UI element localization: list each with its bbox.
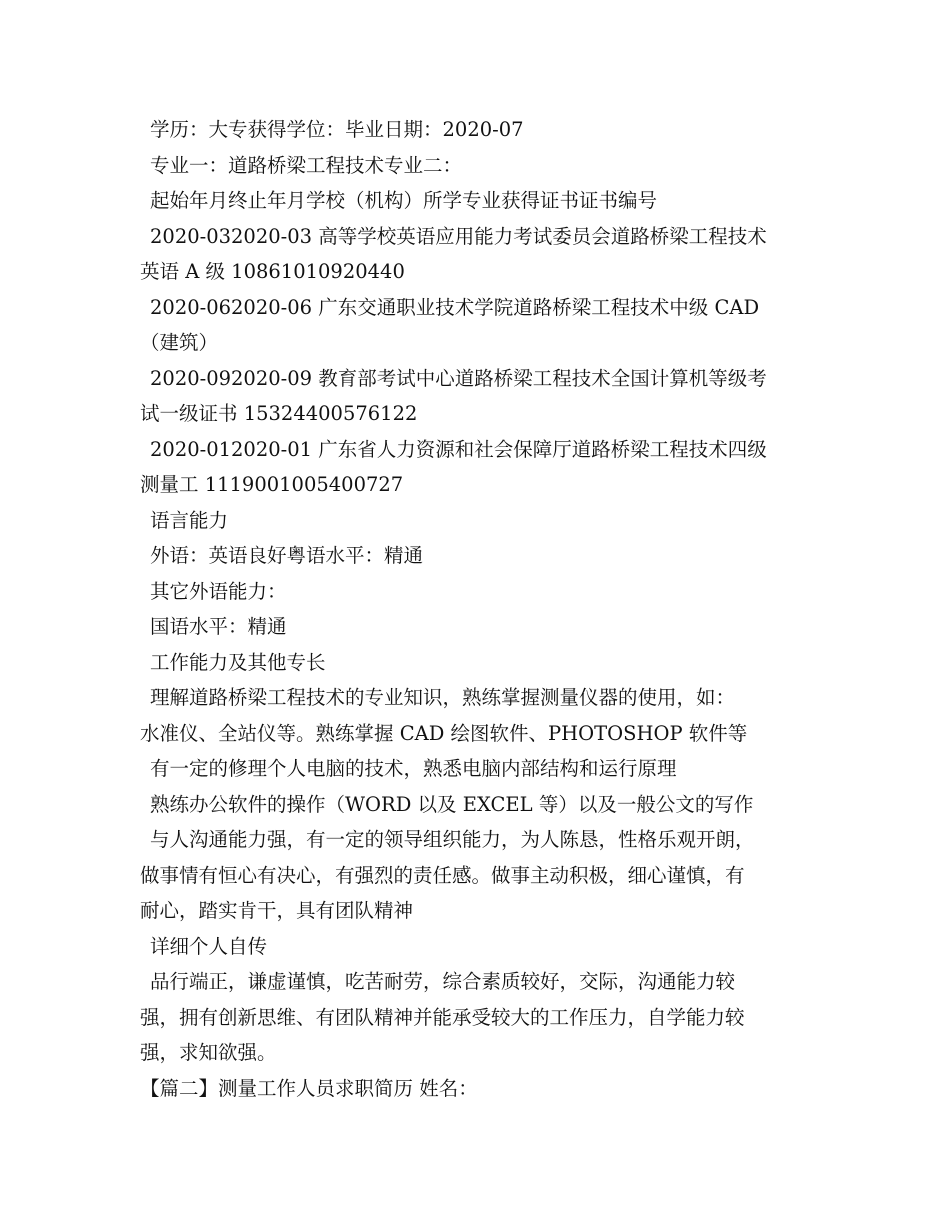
text-line-skills-1: 理解道路桥梁工程技术的专业知识，熟练掌握测量仪器的使用，如： [150,686,736,709]
text-line-cert-2: 2020-062020-06 广东交通职业技术学院道路桥梁工程技术中级 CAD [150,295,760,319]
text-line-autobiography-2: 强，拥有创新思维、有团队精神并能承受较大的工作压力，自学能力较 [140,1005,745,1029]
text-line-skills-4: 与人沟通能力强，有一定的领导组织能力，为人陈恳，性格乐观开朗， [150,828,755,851]
text-line-cert-header: 起始年月终止年月学校（机构）所学专业获得证书证书编号 [150,189,658,212]
text-line-skills-4-cont-2: 耐心，踏实肯干，具有团队精神 [140,899,414,922]
text-line-skills-1-cont: 水准仪、全站仪等。熟练掌握 CAD 绘图软件、PHOTOSHOP 软件等 [140,721,748,745]
section-heading-language: 语言能力 [150,508,229,532]
text-line-education: 学历：大专获得学位：毕业日期：2020-07 [150,118,524,141]
text-line-foreign-language: 外语：英语良好粤语水平：精通 [150,544,424,567]
text-line-autobiography-1: 品行端正，谦虚谨慎，吃苦耐劳，综合素质较好，交际，沟通能力较 [150,970,736,993]
text-line-cert-4-cont: 测量工 1119001005400727 [140,473,404,496]
text-line-cert-1-cont: 英语 A 级 10861010920440 [140,260,405,283]
text-line-cert-4: 2020-012020-01 广东省人力资源和社会保障厅道路桥梁工程技术四级 [150,437,767,461]
section-heading-part-two: 【篇二】测量工作人员求职简历 姓名： [140,1076,478,1100]
text-line-skills-4-cont-1: 做事情有恒心有决心，有强烈的责任感。做事主动积极，细心谨慎，有 [140,863,745,887]
section-heading-autobiography: 详细个人自传 [150,934,268,958]
text-line-other-language: 其它外语能力： [150,579,287,603]
text-line-skills-3: 熟练办公软件的操作（WORD 以及 EXCEL 等）以及一般公文的写作 [150,792,754,816]
text-line-cert-3: 2020-092020-09 教育部考试中心道路桥梁工程技术全国计算机等级考 [150,366,767,390]
text-line-cert-3-cont: 试一级证书 15324400576122 [140,402,418,425]
section-heading-skills: 工作能力及其他专长 [150,650,326,674]
text-line-skills-2: 有一定的修理个人电脑的技术，熟悉电脑内部结构和运行原理 [150,757,677,780]
text-line-mandarin: 国语水平：精通 [150,615,287,638]
document-body [140,112,820,1106]
text-line-major: 专业一：道路桥梁工程技术专业二： [150,153,463,177]
text-line-cert-2-cont: （建筑） [140,331,219,354]
text-line-cert-1: 2020-032020-03 高等学校英语应用能力考试委员会道路桥梁工程技术 [150,224,767,248]
text-line-autobiography-3: 强，求知欲强。 [140,1041,277,1064]
